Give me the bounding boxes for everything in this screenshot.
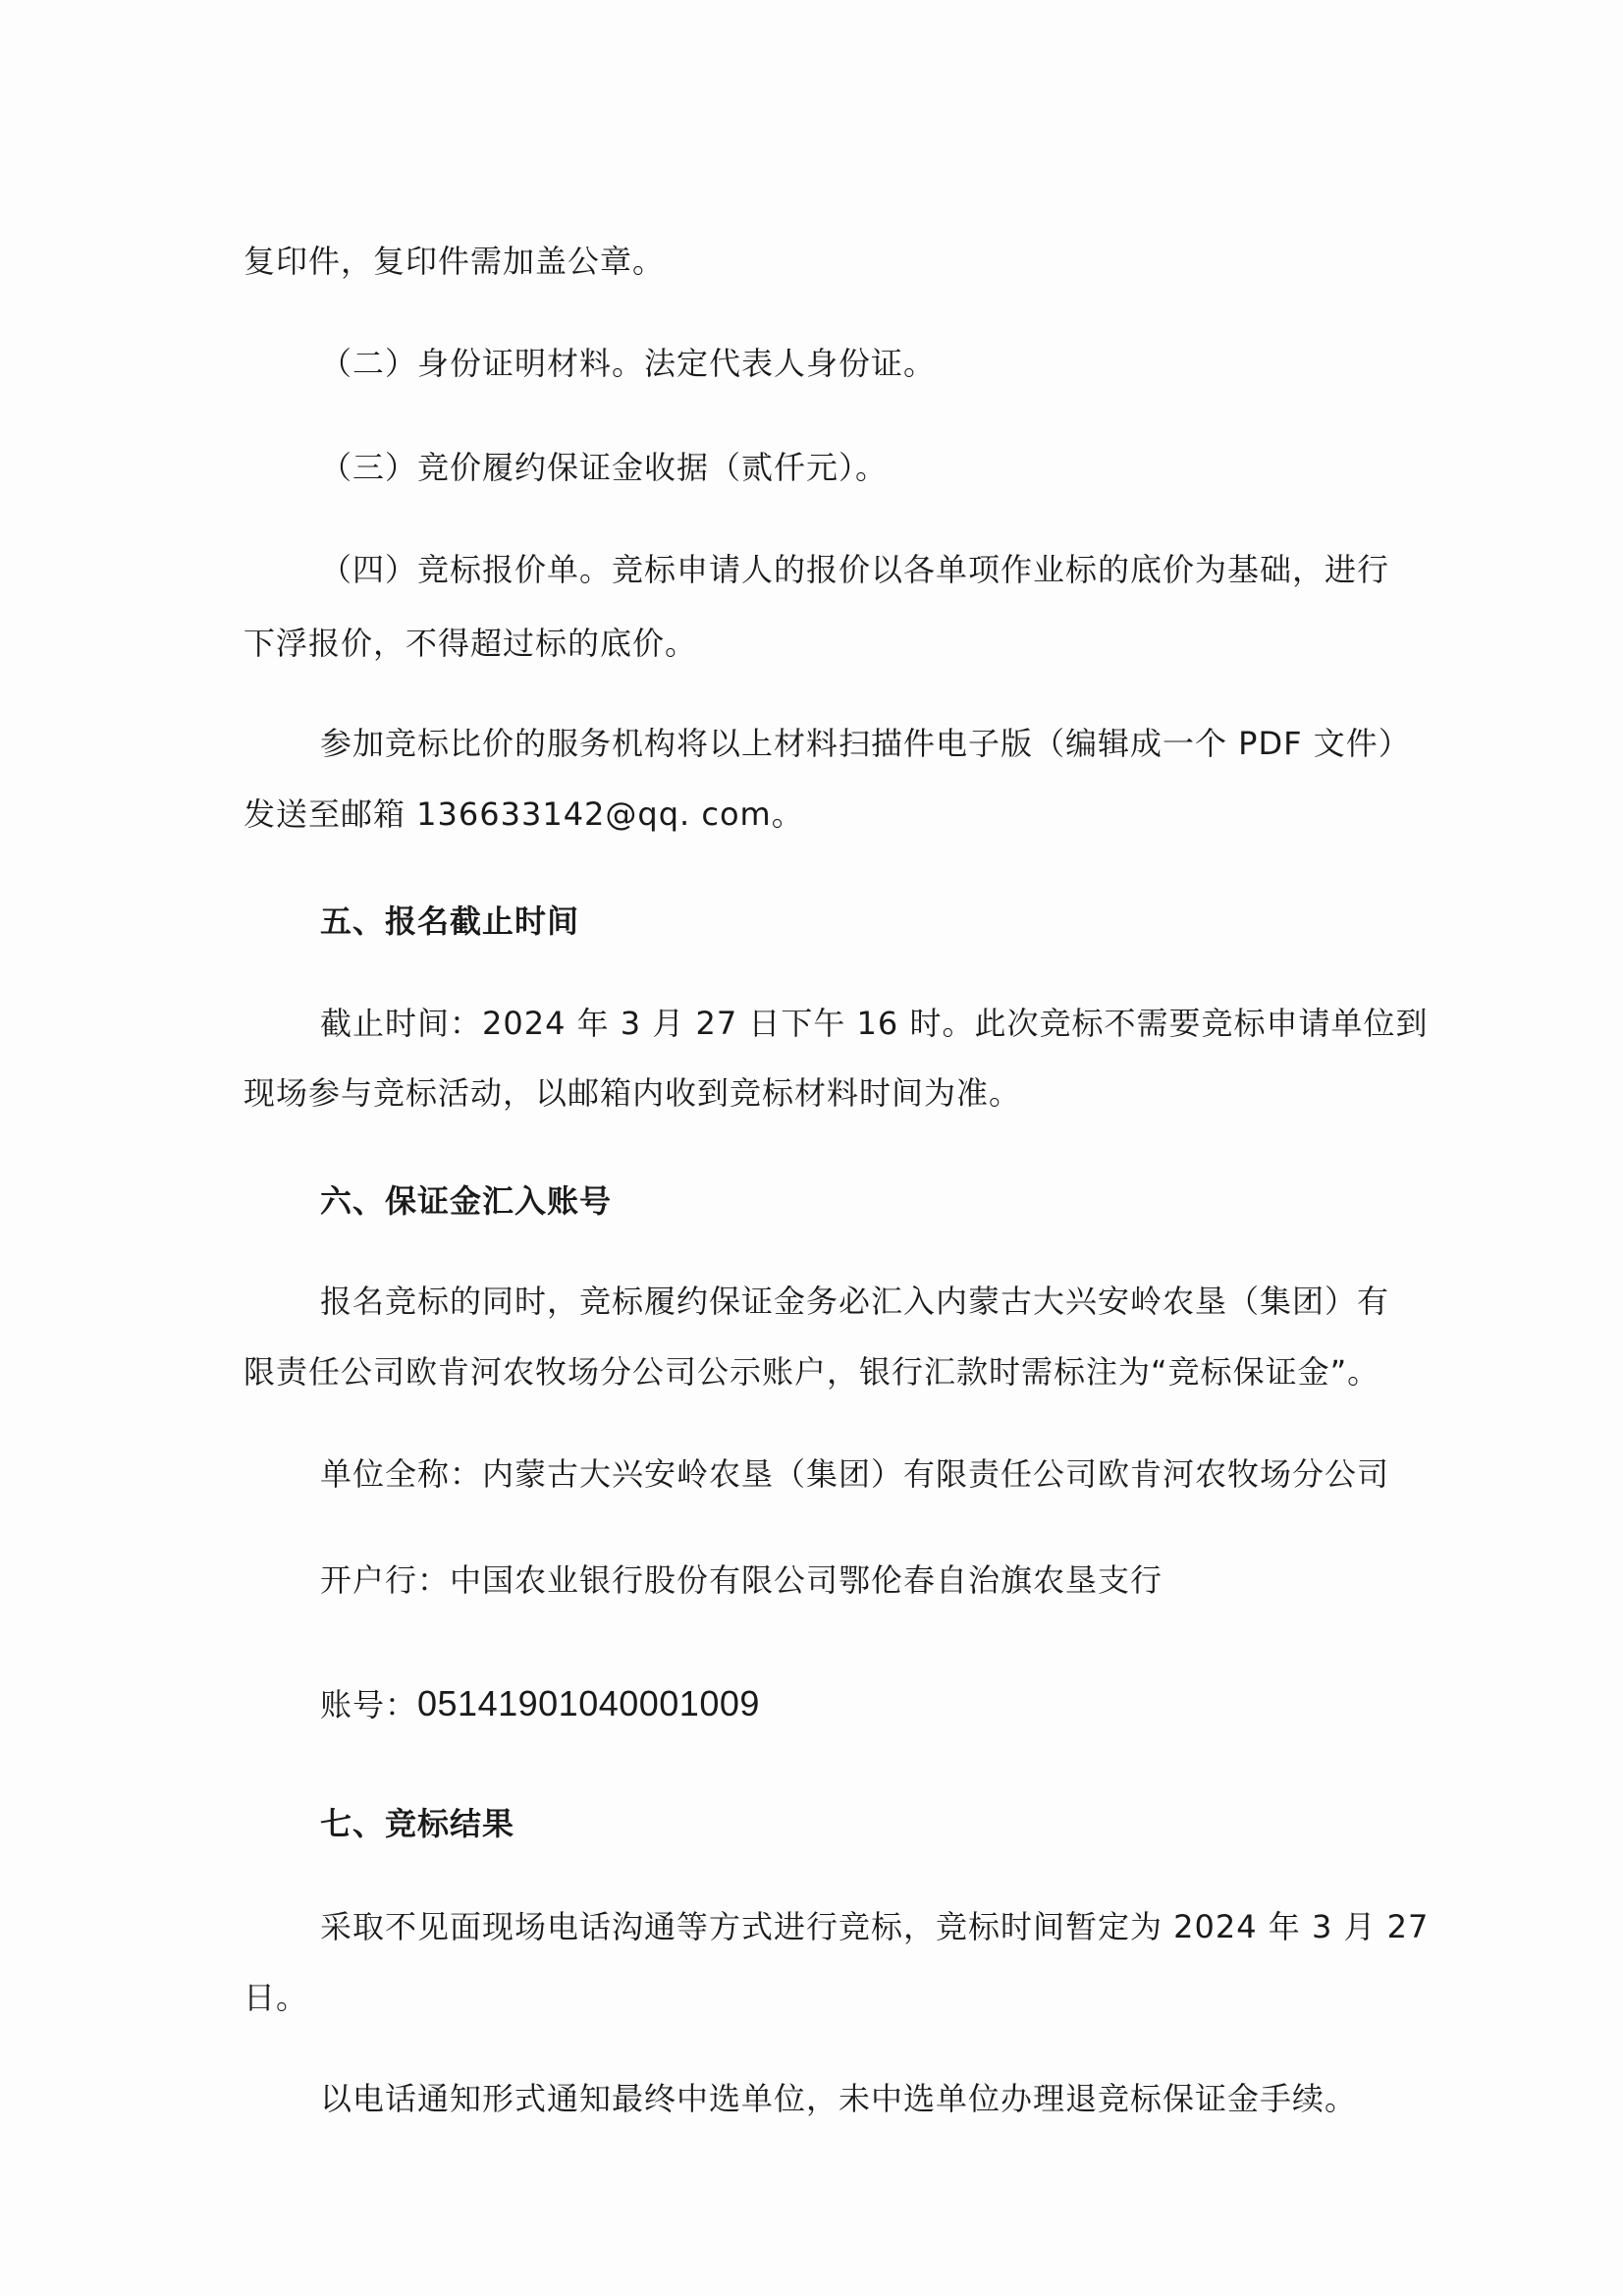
deadline-paragraph-continued: 现场参与竞标活动，以邮箱内收到竞标材料时间为准。	[243, 1074, 1022, 1112]
item-four-quotation-continued: 下浮报价，不得超过标的底价。	[243, 625, 698, 662]
deadline-paragraph: 截止时间：2024 年 3 月 27 日下午 16 时。此次竞标不需要竞标申请单位到	[320, 1005, 1429, 1042]
deposit-paragraph-continued: 限责任公司欧肯河农牧场分公司公示账户，银行汇款时需标注为“竞标保证金”。	[243, 1353, 1380, 1391]
section-seven-heading: 七、竞标结果	[320, 1805, 515, 1842]
account-number-label: 账号：	[320, 1686, 418, 1723]
account-bank: 开户行：中国农业银行股份有限公司鄂伦春自治旗农垦支行	[320, 1561, 1163, 1599]
item-two-identity: （二）身份证明材料。法定代表人身份证。	[320, 345, 937, 382]
notification-paragraph: 以电话通知形式通知最终中选单位，未中选单位办理退竞标保证金手续。	[320, 2080, 1358, 2117]
section-six-heading: 六、保证金汇入账号	[320, 1182, 613, 1220]
submission-email: 发送至邮箱 136633142@qq. com。	[243, 795, 804, 833]
item-four-quotation: （四）竞标报价单。竞标申请人的报价以各单项作业标的底价为基础，进行	[320, 551, 1390, 588]
section-five-heading: 五、报名截止时间	[320, 902, 580, 940]
result-paragraph-continued: 日。	[243, 1979, 309, 2016]
account-number-value: 05141901040001009	[417, 1683, 760, 1723]
result-paragraph: 采取不见面现场电话沟通等方式进行竞标，竞标时间暂定为 2024 年 3 月 27	[320, 1908, 1430, 1945]
submission-paragraph: 参加竞标比价的服务机构将以上材料扫描件电子版（编辑成一个 PDF 文件）	[320, 725, 1411, 762]
account-number-line	[320, 1684, 760, 1724]
deposit-paragraph: 报名竞标的同时，竞标履约保证金务必汇入内蒙古大兴安岭农垦（集团）有	[320, 1283, 1390, 1320]
paragraph-line-copy-seal: 复印件，复印件需加盖公章。	[243, 243, 666, 280]
account-unit-name: 单位全称：内蒙古大兴安岭农垦（集团）有限责任公司欧肯河农牧场分公司	[320, 1455, 1390, 1493]
item-three-deposit-receipt: （三）竞价履约保证金收据（贰仟元）。	[320, 449, 889, 486]
